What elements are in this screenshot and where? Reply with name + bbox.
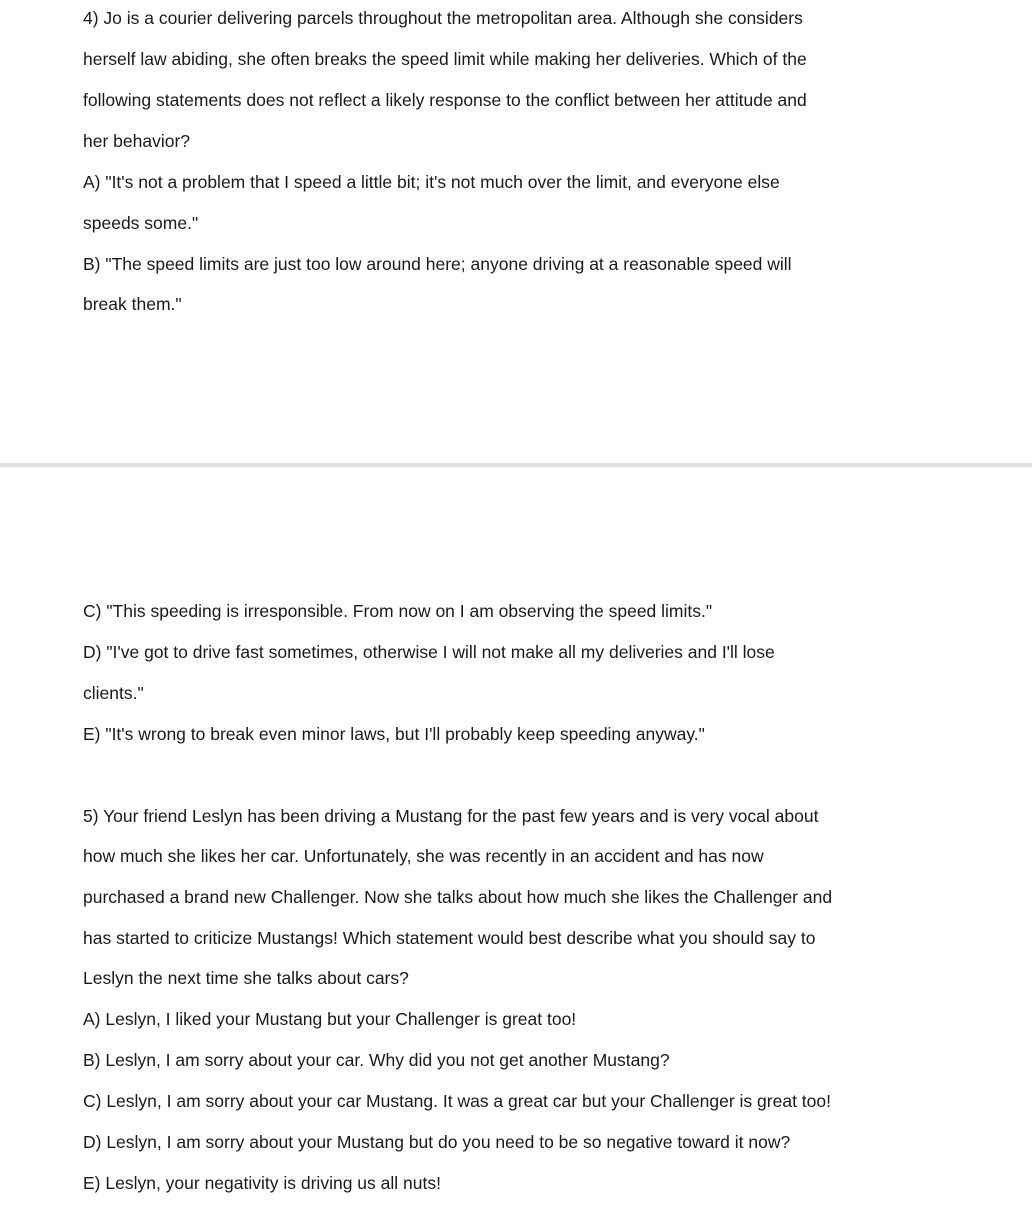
q4-option-a-line-2: speeds some." bbox=[83, 213, 199, 233]
q5-option-a: A) Leslyn, I liked your Mustang but your Challenger is great too! bbox=[83, 1009, 577, 1029]
q4-stem-line-3: following statements does not reflect a likely response to the conflict between her attitude and bbox=[83, 90, 807, 110]
q4-option-d-line-1: D) "I've got to drive fast sometimes, otherwise I will not make all my deliveries and I'll lose bbox=[83, 642, 775, 662]
q5-stem-line-5: Leslyn the next time she talks about cars? bbox=[83, 968, 409, 988]
q5-stem-line-4: has started to criticize Mustangs! Which statement would best describe what you should say to bbox=[83, 928, 816, 948]
q4-stem-line-1: 4) Jo is a courier delivering parcels throughout the metropolitan area. Although she considers bbox=[83, 8, 803, 28]
document-page-1 bbox=[0, 0, 1032, 463]
q5-option-d: D) Leslyn, I am sorry about your Mustang but do you need to be so negative toward it now? bbox=[83, 1132, 791, 1152]
q4-option-a-line-1: A) "It's not a problem that I speed a little bit; it's not much over the limit, and everyone else bbox=[83, 172, 780, 192]
q5-stem-line-1: 5) Your friend Leslyn has been driving a Mustang for the past few years and is very vocal about bbox=[83, 806, 819, 826]
q4-option-b-line-1: B) "The speed limits are just too low around here; anyone driving at a reasonable speed will bbox=[83, 254, 792, 274]
q5-stem-line-2: how much she likes her car. Unfortunately, she was recently in an accident and has now bbox=[83, 846, 764, 866]
q5-option-b: B) Leslyn, I am sorry about your car. Why did you not get another Mustang? bbox=[83, 1050, 670, 1070]
q5-option-e: E) Leslyn, your negativity is driving us all nuts! bbox=[83, 1173, 441, 1193]
q5-stem-line-3: purchased a brand new Challenger. Now she talks about how much she likes the Challenger and bbox=[83, 887, 833, 907]
document-page-2 bbox=[0, 467, 1032, 1219]
q4-stem-line-2: herself law abiding, she often breaks the speed limit while making her deliveries. Which of the bbox=[83, 49, 807, 69]
q4-option-b-line-2: break them." bbox=[83, 294, 182, 314]
q5-option-c: C) Leslyn, I am sorry about your car Mustang. It was a great car but your Challenger is great too! bbox=[83, 1091, 831, 1111]
q4-option-d-line-2: clients." bbox=[83, 683, 144, 703]
q4-stem-line-4: her behavior? bbox=[83, 131, 191, 151]
q4-option-c: C) "This speeding is irresponsible. From now on I am observing the speed limits." bbox=[83, 601, 713, 621]
q4-option-e: E) "It's wrong to break even minor laws, but I'll probably keep speeding anyway." bbox=[83, 724, 705, 744]
